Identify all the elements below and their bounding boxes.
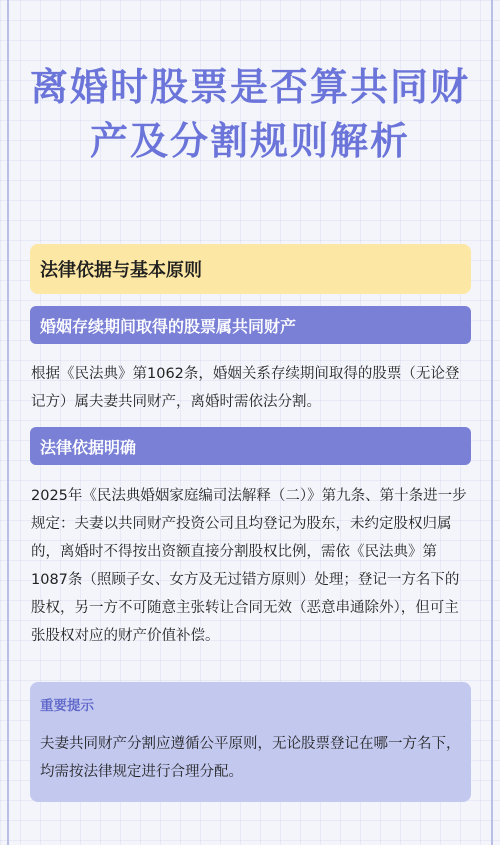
paragraph-judicial-interpretation: 2025年《民法典婚姻家庭编司法解释（二）》第九条、第十条进一步规定：夫妻以共同财产投资公司且均登记为股东，未约定股权归属的，离婚时不得按出资额直接分割股权比例，需依《民法典》第1087条（照顾子女、女方及无过错方原则）处理；登记一方名下的股权，另一方不可随意主张转让合同无效（恶意串通除外），但可主张股权对应的财产价值补偿。 <box>31 488 467 644</box>
paragraph-civil-code-1062: 根据《民法典》第1062条，婚姻关系存续期间取得的股票（无论登记方）属夫妻共同财产，离婚时需依法分割。 <box>31 366 460 410</box>
subsection-heading-legal-basis-clear: 法律依据明确 <box>30 427 471 465</box>
tip-title: 重要提示 <box>40 698 94 714</box>
important-tip-box <box>30 682 471 802</box>
tip-text: 夫妻共同财产分割应遵循公平原则，无论股票登记在哪一方名下，均需按法律规定进行合理分配。 <box>40 736 461 780</box>
subsection-heading-shares-common-property: 婚姻存续期间取得的股票属共同财产 <box>30 306 471 344</box>
section-heading-legal-basis: 法律依据与基本原则 <box>30 244 471 294</box>
page-title: 离婚时股票是否算共同财产及分割规则解析 <box>29 65 470 163</box>
